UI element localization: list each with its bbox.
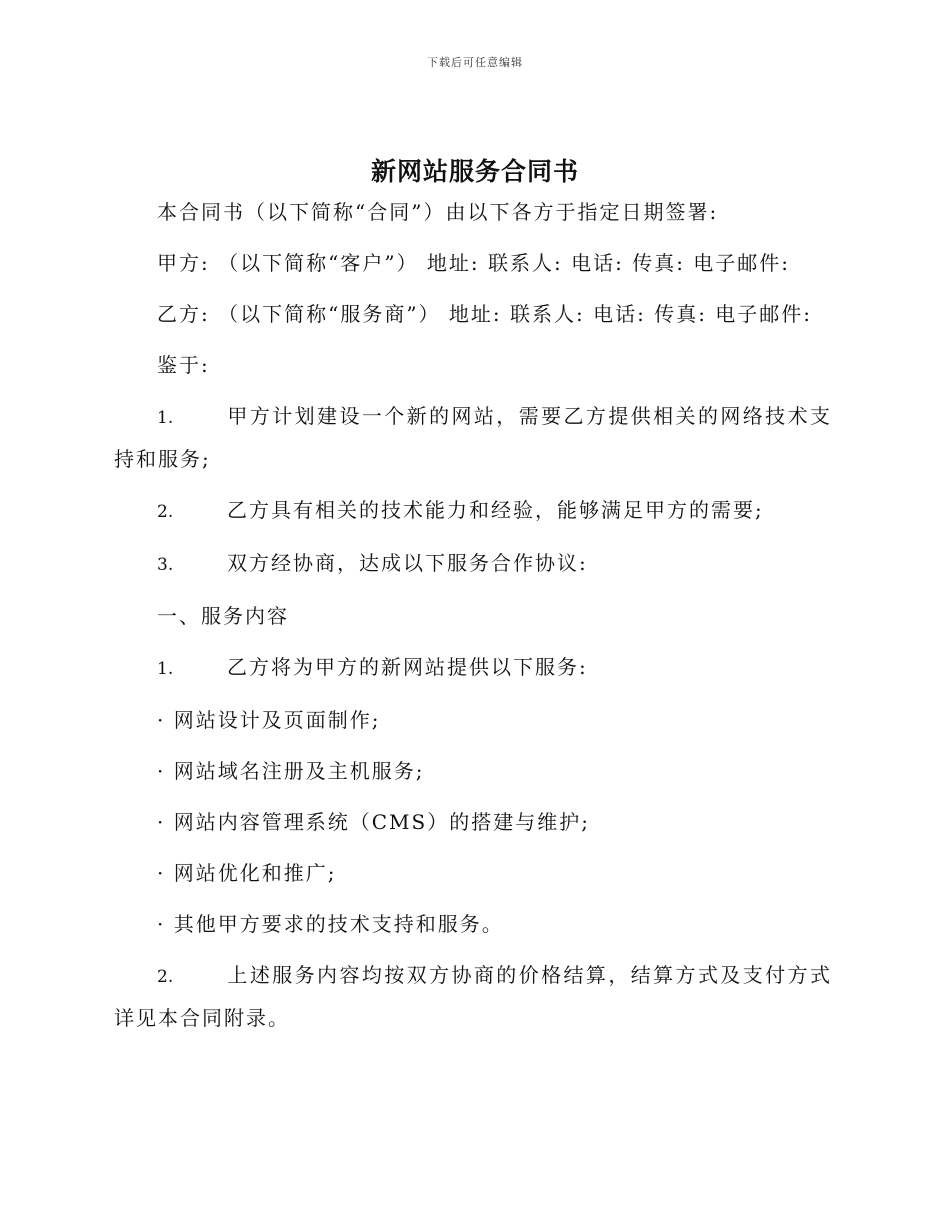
section-1-item-1-num: 1. xyxy=(157,659,174,679)
whereas-item-3-num: 3. xyxy=(157,555,174,575)
service-item: · 网站内容管理系统（CMS）的搭建与维护; xyxy=(157,810,590,834)
party-b-paragraph: 乙方: （以下简称“服务商”） 地址: 联系人: 电话: 传真: 电子邮件: xyxy=(157,302,813,326)
section-1-item-1 xyxy=(114,647,832,690)
whereas-label: 鉴于: xyxy=(157,353,210,377)
whereas-item-1-num: 1. xyxy=(157,408,174,428)
section-1-heading: 一、服务内容 xyxy=(157,604,289,628)
section-1-item-2-text: 上述服务内容均按双方协商的价格结算，结算方式及支付方式详见本合同附录。 xyxy=(114,963,832,1030)
header-note: 下载后可任意编辑 xyxy=(427,56,523,69)
section-1-item-1-text: 乙方将为甲方的新网站提供以下服务: xyxy=(227,655,588,679)
service-item: · 网站设计及页面制作; xyxy=(157,708,381,732)
party-a-paragraph: 甲方: （以下简称“客户”） 地址: 联系人: 电话: 传真: 电子邮件: xyxy=(157,251,791,275)
whereas-item-1-text: 甲方计划建设一个新的网站，需要乙方提供相关的网络技术支持和服务; xyxy=(114,404,832,471)
whereas-item-3-text: 双方经协商，达成以下服务合作协议: xyxy=(227,551,588,575)
whereas-item-3 xyxy=(114,543,832,586)
section-1-item-2 xyxy=(114,955,832,1039)
whereas-item-2-num: 2. xyxy=(157,502,174,522)
intro-paragraph: 本合同书（以下简称“合同”）由以下各方于指定日期签署: xyxy=(157,200,719,224)
document-body xyxy=(114,192,832,1049)
whereas-item-2 xyxy=(114,490,832,533)
section-1-item-2-num: 2. xyxy=(157,967,174,987)
whereas-item-1 xyxy=(114,396,832,480)
document-title: 新网站服务合同书 xyxy=(370,157,579,186)
service-item: · 网站域名注册及主机服务; xyxy=(157,759,425,783)
service-item: · 网站优化和推广; xyxy=(157,861,337,885)
whereas-item-2-text: 乙方具有相关的技术能力和经验，能够满足甲方的需要; xyxy=(227,498,764,522)
service-item: · 其他甲方要求的技术支持和服务。 xyxy=(157,912,504,936)
